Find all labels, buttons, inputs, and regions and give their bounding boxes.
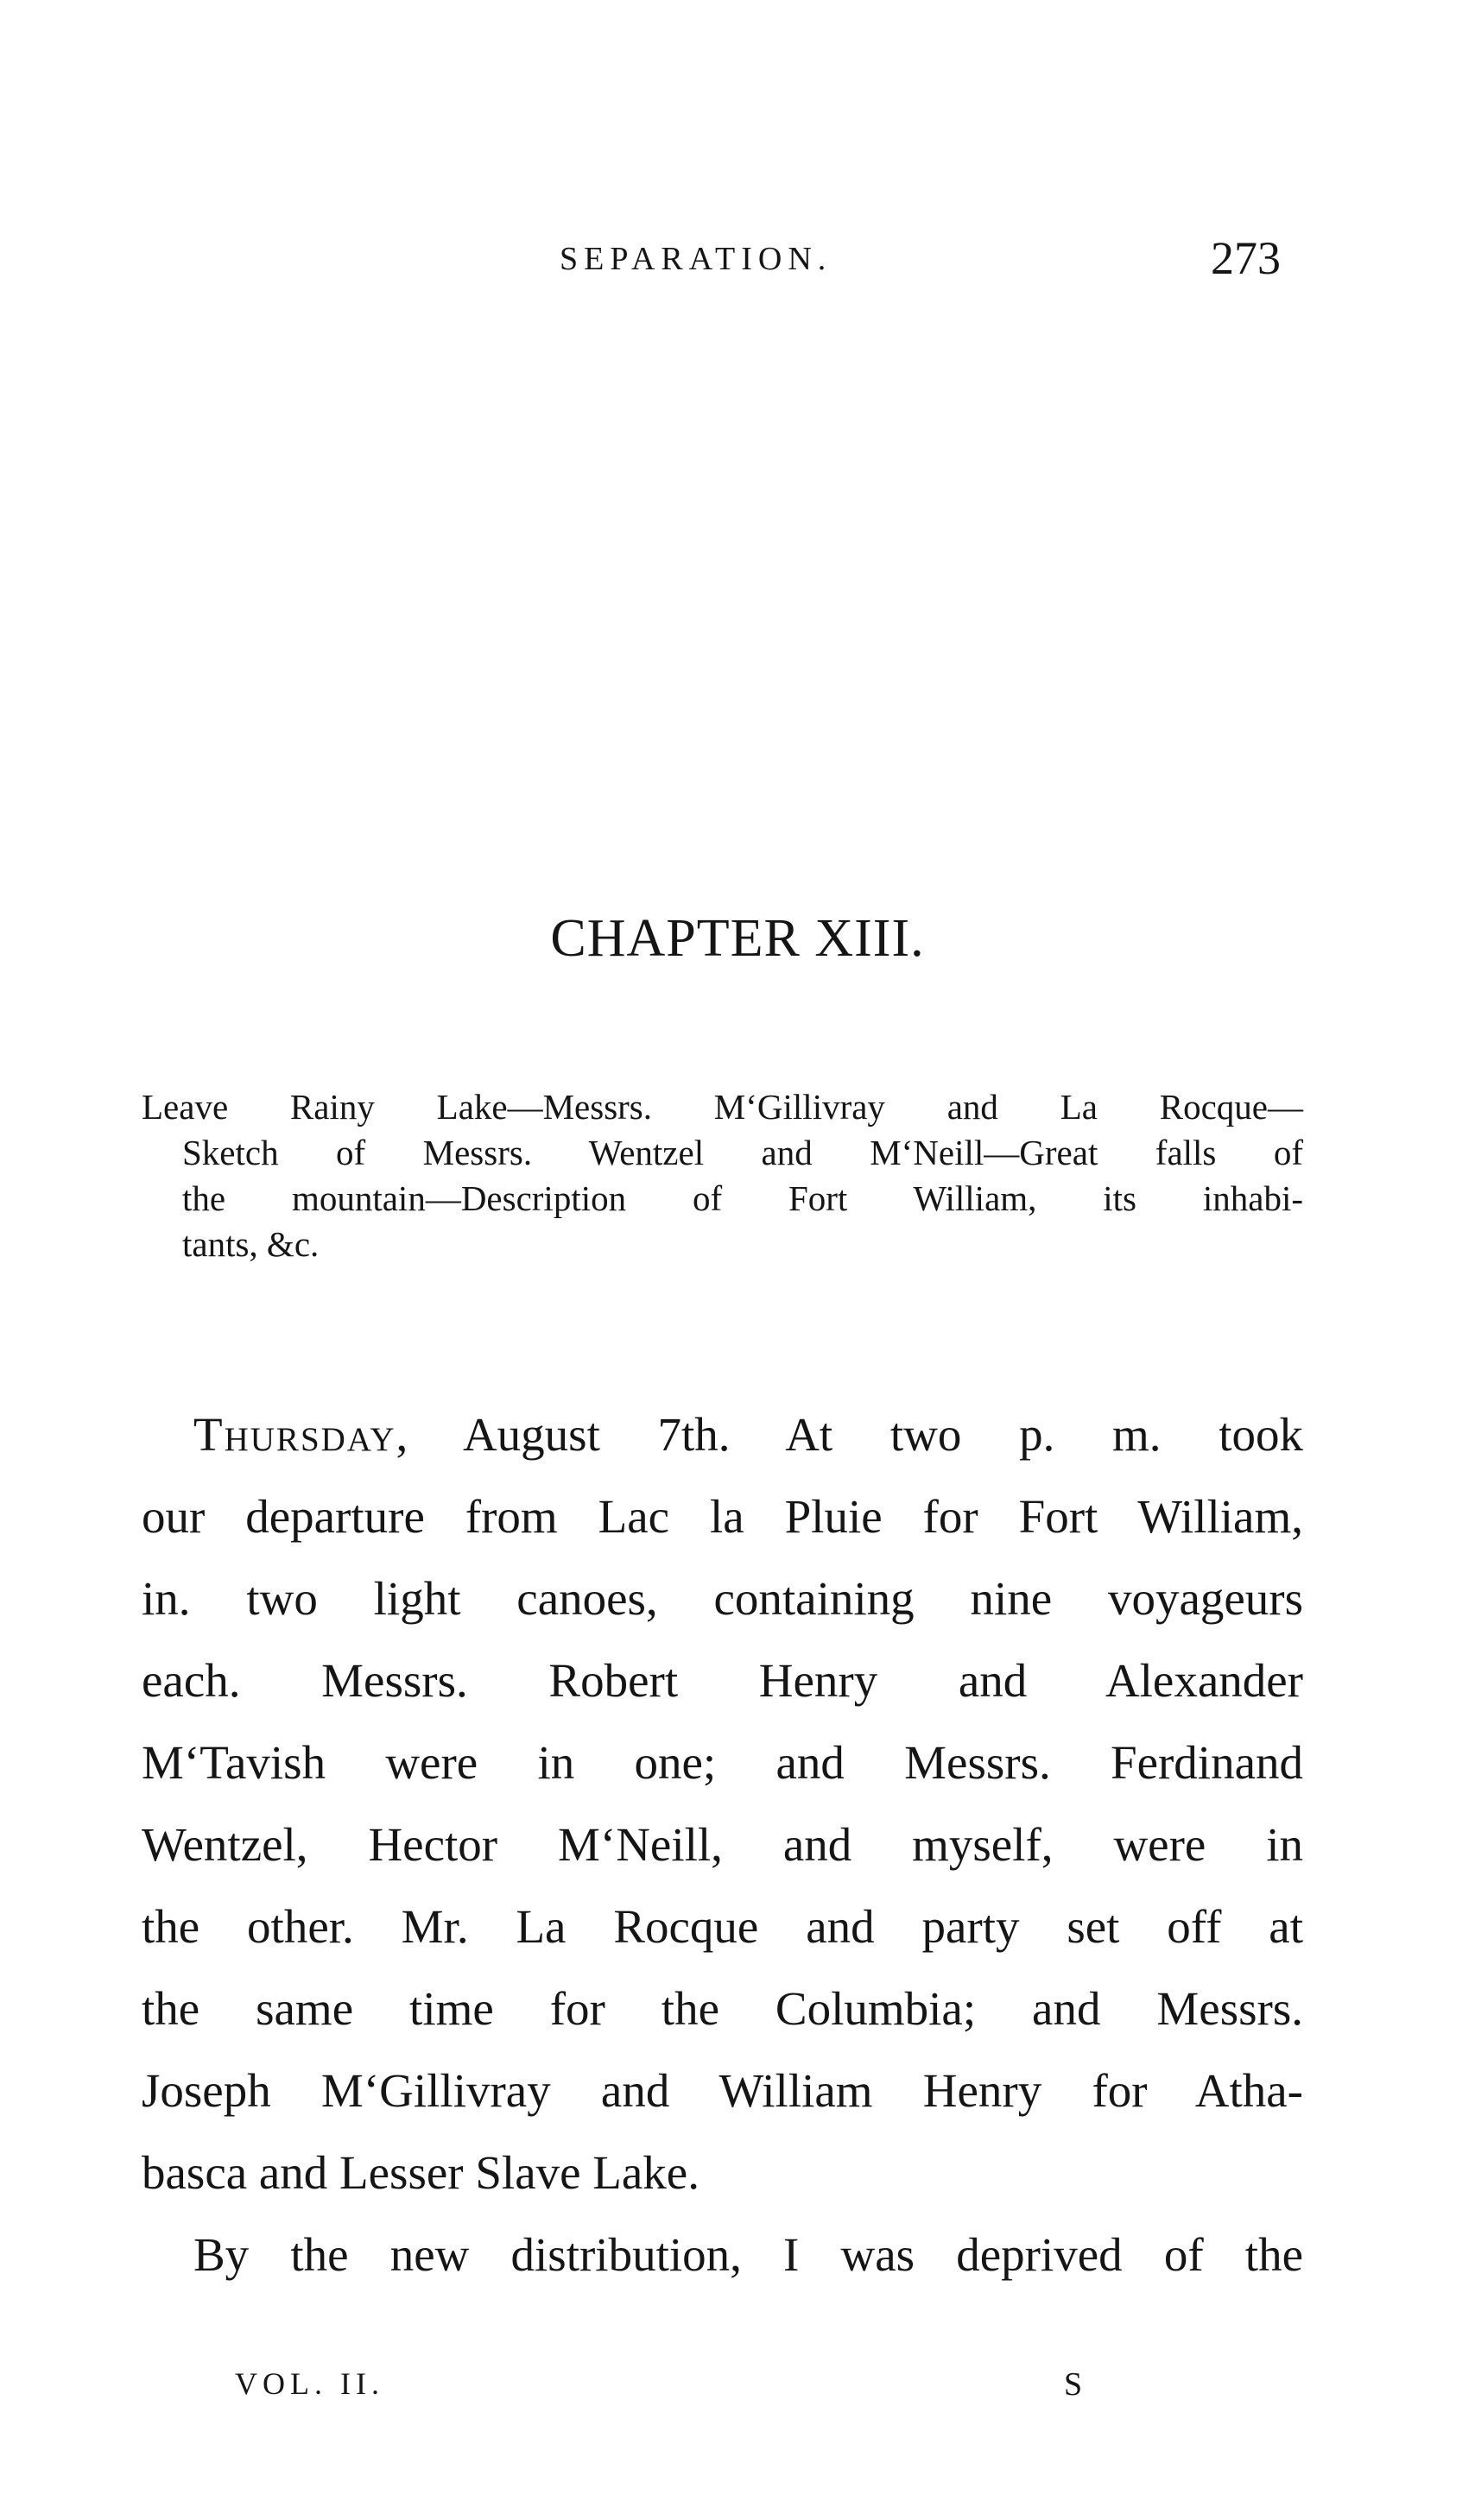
synopsis-line: Sketch of Messrs. Wentzel and M‘Neill—Great falls of <box>182 1133 1303 1172</box>
running-head <box>0 231 1475 300</box>
running-title: SEPARATION. <box>560 241 832 277</box>
body-line: each. Messrs. Robert Henry and Alexander <box>142 1654 1303 1707</box>
body-line: the same time for the Columbia; and Messrs. <box>142 1982 1303 2035</box>
synopsis-line: tants, &c. <box>182 1224 320 1264</box>
body-text <box>142 1393 1303 2296</box>
body-line <box>142 1393 1303 1475</box>
synopsis-line: the mountain—Description of Fort William, its inhabi- <box>182 1178 1303 1218</box>
body-line-text: , August 7th. At two p. m. took <box>396 1408 1303 1461</box>
volume-mark: VOL. II. <box>235 2366 384 2401</box>
body-line: Joseph M‘Gillivray and William Henry for Atha- <box>142 2064 1303 2117</box>
page-footer <box>0 2365 1475 2417</box>
body-line: our departure from Lac la Pluie for Fort William, <box>142 1490 1303 1543</box>
body-line: M‘Tavish were in one; and Messrs. Ferdinand <box>142 1736 1303 1789</box>
chapter-title: CHAPTER XIII. <box>550 909 925 968</box>
body-line: the other. Mr. La Rocque and party set off at <box>142 1900 1303 1953</box>
synopsis-line: Leave Rainy Lake—Messrs. M‘Gillivray and La Rocque— <box>142 1087 1303 1127</box>
body-line: basca and Lesser Slave Lake. <box>142 2146 700 2199</box>
body-line: Wentzel, Hector M‘Neill, and myself, were in <box>142 1818 1303 1871</box>
lead-word: Thursday <box>193 1408 396 1461</box>
signature-mark: S <box>1064 2366 1083 2403</box>
chapter-synopsis <box>142 1084 1303 1267</box>
body-line: in. two light canoes, containing nine voyageurs <box>142 1572 1303 1625</box>
body-line: By the new distribution, I was deprived of the <box>193 2228 1303 2281</box>
page-number: 273 <box>1211 232 1281 284</box>
